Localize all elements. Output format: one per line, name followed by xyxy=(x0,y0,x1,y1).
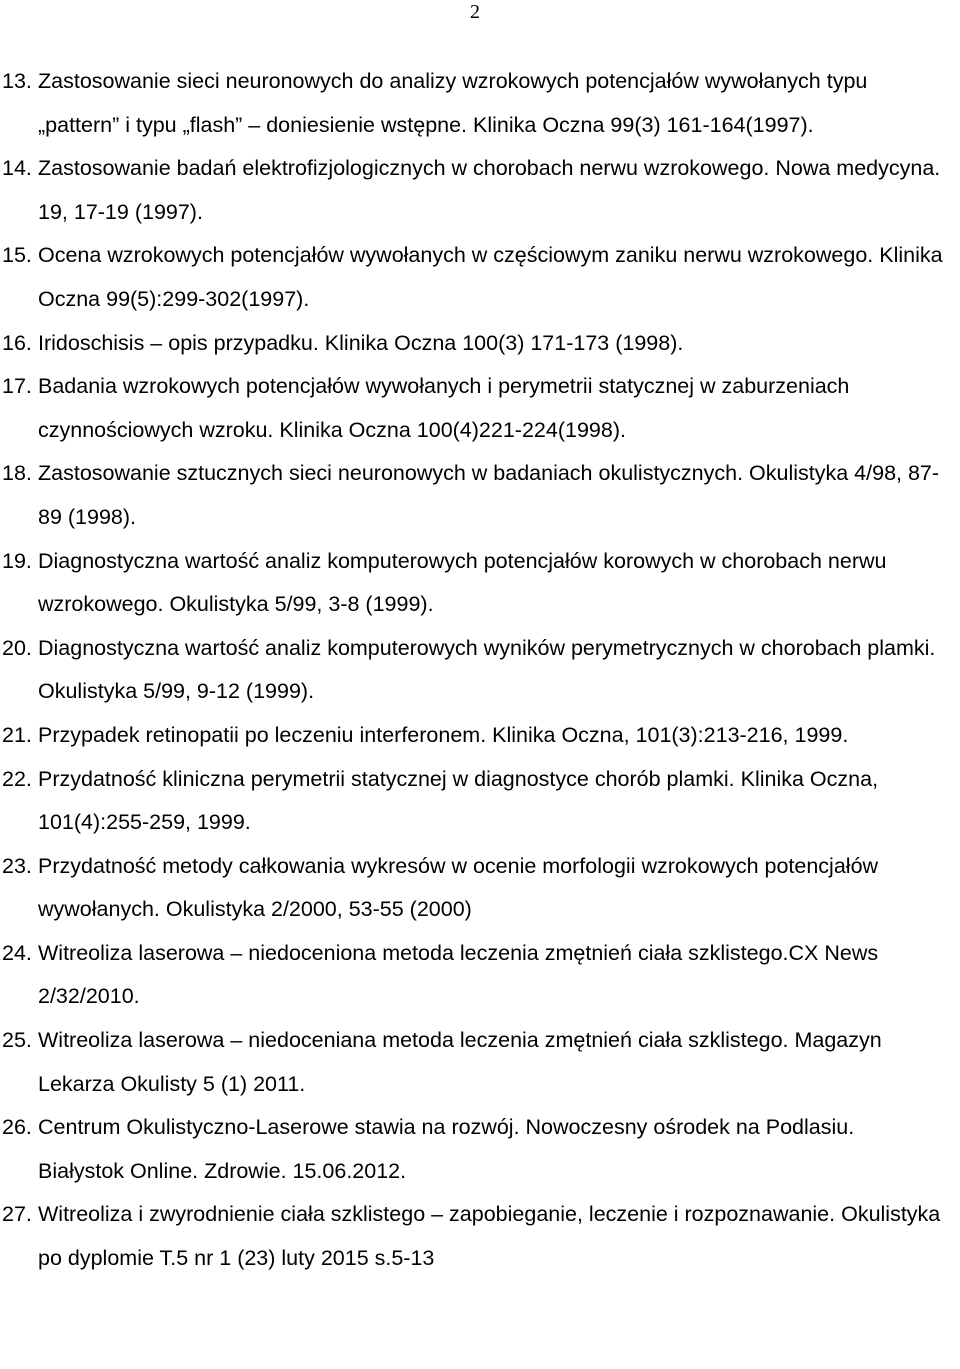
reference-text: Witreoliza laserowa – niedoceniana metoda leczenia zmętnień ciała szklistego. Magazyn Lekarza Okulisty 5 (1) 2011. xyxy=(38,1028,882,1096)
reference-text: Centrum Okulistyczno-Laserowe stawia na rozwój. Nowoczesny ośrodek na Podlasiu. Białystok Online. Zdrowie. 15.06.2012. xyxy=(38,1115,855,1183)
reference-item xyxy=(0,540,960,627)
reference-text: Przypadek retinopatii po leczeniu interferonem. Klinika Oczna, 101(3):213-216, 1999. xyxy=(38,722,849,747)
reference-item xyxy=(0,1106,960,1193)
reference-text: Zastosowanie badań elektrofizjologicznych w chorobach nerwu wzrokowego. Nowa medycyna. 19, 17-19 (1997). xyxy=(38,156,941,224)
reference-text: Iridoschisis – opis przypadku. Klinika Oczna 100(3) 171-173 (1998). xyxy=(38,330,684,355)
reference-number: 20. xyxy=(2,635,32,660)
reference-text: Diagnostyczna wartość analiz komputerowych wyników perymetrycznych w chorobach plamki. Okulistyka 5/99, 9-12 (1999). xyxy=(38,635,936,704)
reference-number: 15. xyxy=(2,243,32,268)
reference-text: Ocena wzrokowych potencjałów wywołanych w częściowym zaniku nerwu wzrokowego. Klinika Oczna 99(5):299-302(1997). xyxy=(38,243,943,311)
reference-number: 22. xyxy=(2,766,32,791)
reference-text: Zastosowanie sieci neuronowych do analizy wzrokowych potencjałów wywołanych typu „pattern” i typu „flash” – doniesienie wstępne. Klinika Oczna 99(3) 161-164(1997). xyxy=(38,69,868,137)
reference-item xyxy=(0,1019,960,1106)
reference-number: 25. xyxy=(2,1028,32,1053)
reference-item xyxy=(0,60,960,147)
reference-number: 19. xyxy=(2,548,32,573)
reference-text: Badania wzrokowych potencjałów wywołanych i perymetrii statycznej w zaburzeniach czynnościowych wzroku. Klinika Oczna 100(4)221-224(1998). xyxy=(38,374,850,442)
reference-item xyxy=(0,322,960,366)
reference-text: Witreoliza i zwyrodnienie ciała szklistego – zapobieganie, leczenie i rozpoznawanie. Okulistyka po dyplomie T.5 nr 1 (23) luty 2015 s.5-13 xyxy=(38,1202,941,1271)
reference-item xyxy=(0,365,960,452)
reference-item xyxy=(0,932,960,1019)
reference-number: 13. xyxy=(2,69,32,93)
reference-number: 26. xyxy=(2,1115,32,1140)
reference-item xyxy=(0,1193,960,1280)
reference-text: Witreoliza laserowa – niedoceniona metoda leczenia zmętnień ciała szklistego.CX News 2/32/2010. xyxy=(38,940,879,1009)
reference-list xyxy=(0,60,960,1281)
reference-number: 17. xyxy=(2,374,32,399)
reference-number: 27. xyxy=(2,1202,32,1227)
reference-number: 14. xyxy=(2,156,32,181)
reference-text: Zastosowanie sztucznych sieci neuronowych w badaniach okulistycznych. Okulistyka 4/98, 87-89 (1998). xyxy=(38,461,940,529)
reference-item xyxy=(0,627,960,714)
reference-text: Przydatność kliniczna perymetrii statycznej w diagnostyce chorób plamki. Klinika Oczna, 101(4):255-259, 1999. xyxy=(38,766,879,835)
reference-number: 23. xyxy=(2,853,32,878)
reference-text: Przydatność metody całkowania wykresów w ocenie morfologii wzrokowych potencjałów wywołanych. Okulistyka 2/2000, 53-55 (2000) xyxy=(38,853,879,922)
reference-number: 24. xyxy=(2,940,32,965)
reference-item xyxy=(0,714,960,758)
page-number: 2 xyxy=(470,1,480,23)
reference-item xyxy=(0,234,960,321)
reference-number: 21. xyxy=(2,722,32,747)
reference-item xyxy=(0,452,960,539)
reference-item xyxy=(0,845,960,932)
reference-number: 18. xyxy=(2,461,32,486)
reference-number: 16. xyxy=(2,330,32,355)
reference-item xyxy=(0,758,960,845)
reference-item xyxy=(0,147,960,234)
reference-text: Diagnostyczna wartość analiz komputerowych potencjałów korowych w chorobach nerwu wzrokowego. Okulistyka 5/99, 3-8 (1999). xyxy=(38,548,887,617)
